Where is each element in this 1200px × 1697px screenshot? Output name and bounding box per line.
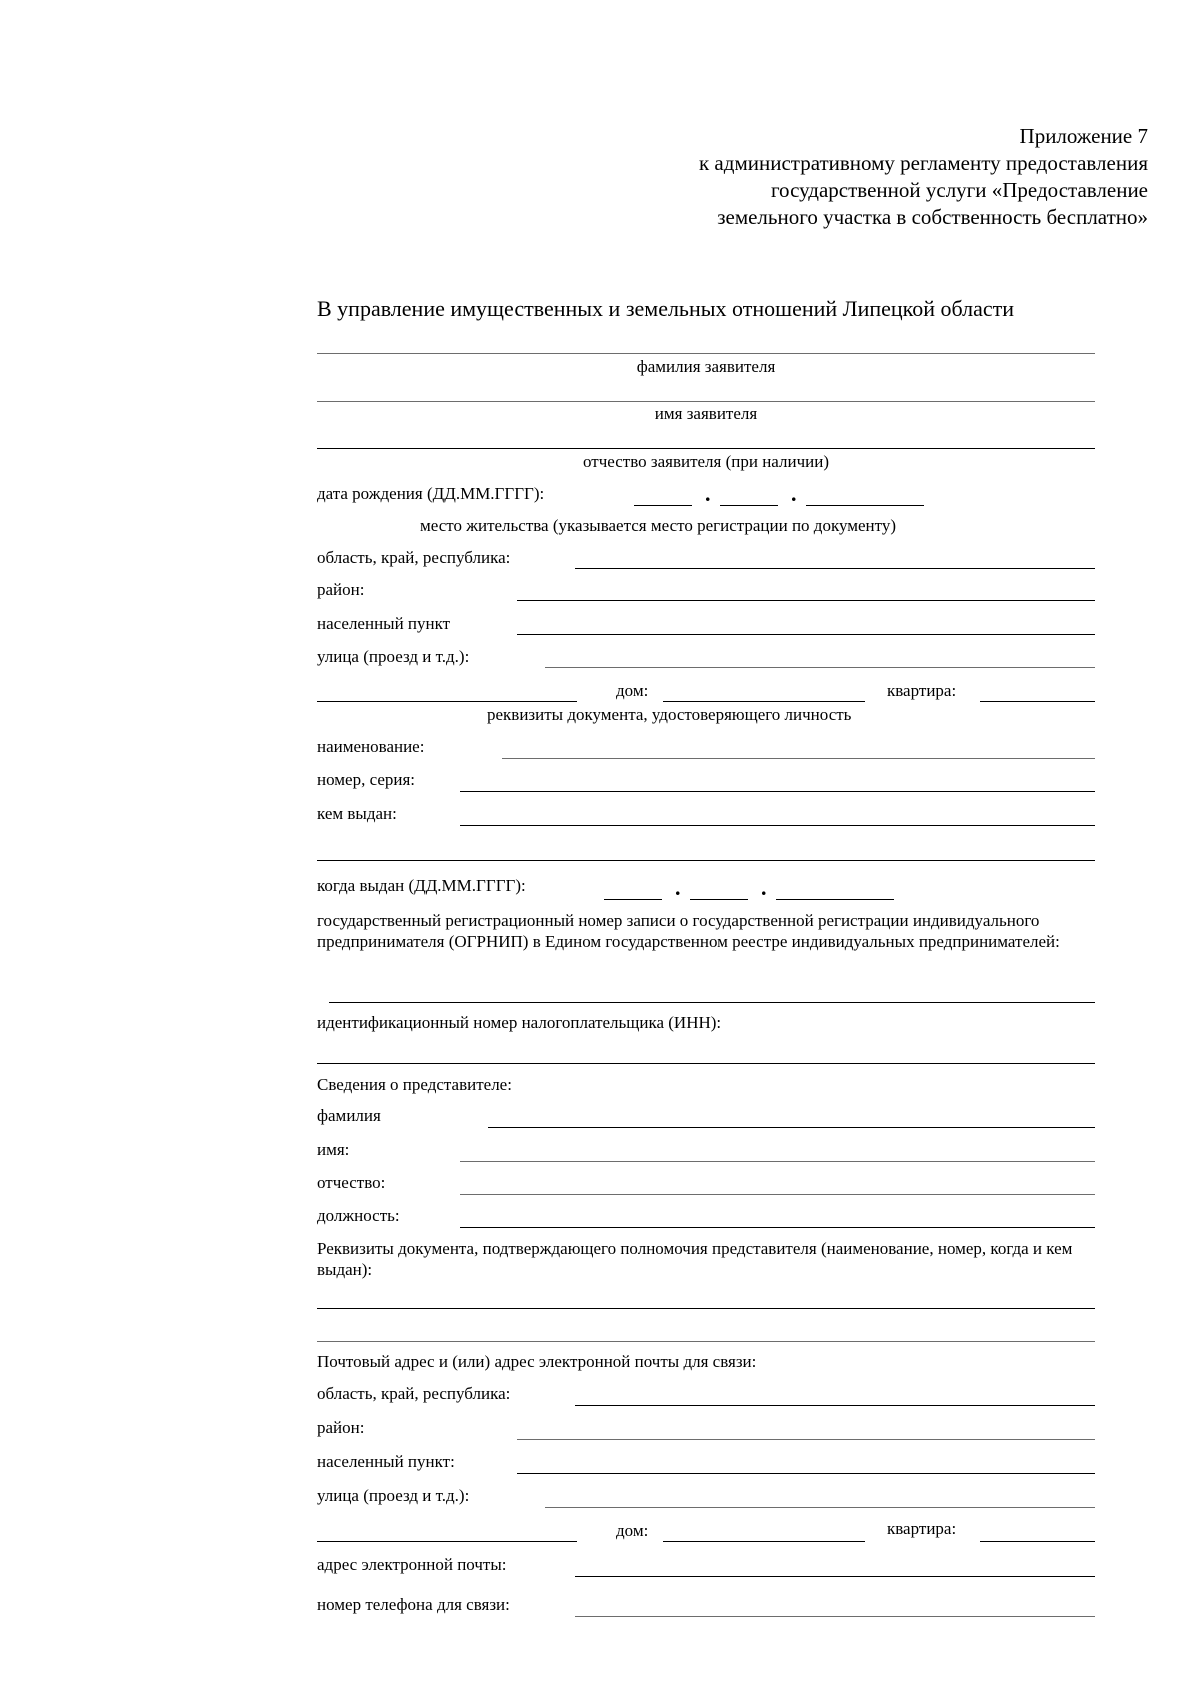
residence-title: место жительства (указывается место регистрации по документу) bbox=[420, 516, 897, 535]
street-input-line[interactable] bbox=[545, 667, 1095, 668]
patronymic-input-line[interactable] bbox=[317, 448, 1095, 449]
phone-input-line[interactable] bbox=[575, 1616, 1095, 1617]
birth-day-field[interactable] bbox=[634, 505, 692, 506]
street-label: улица (проезд и т.д.): bbox=[317, 647, 470, 666]
doc-name-label: наименование: bbox=[317, 737, 425, 756]
settlement-label: населенный пункт bbox=[317, 614, 451, 633]
postal-apartment-label: квартира: bbox=[887, 1519, 957, 1538]
inn-label: идентификационный номер налогоплательщика (ИНН): bbox=[317, 1013, 722, 1032]
rep-surname-input-line[interactable] bbox=[488, 1127, 1095, 1128]
doc-name-input-line[interactable] bbox=[502, 758, 1095, 759]
phone-label: номер телефона для связи: bbox=[317, 1595, 510, 1614]
birth-year-field[interactable] bbox=[806, 505, 924, 506]
postal-region-label: область, край, республика: bbox=[317, 1384, 511, 1403]
rep-patronymic-input-line[interactable] bbox=[460, 1194, 1095, 1195]
region-label: область, край, республика: bbox=[317, 548, 511, 567]
header-line: земельного участка в собственность бесплатно» bbox=[717, 205, 1148, 229]
surname-caption: фамилия заявителя bbox=[636, 357, 776, 376]
email-label: адрес электронной почты: bbox=[317, 1555, 507, 1574]
birth-month-field[interactable] bbox=[720, 505, 778, 506]
rep-name-input-line[interactable] bbox=[460, 1161, 1095, 1162]
postal-title: Почтовый адрес и (или) адрес электронной почты для связи: bbox=[317, 1352, 757, 1371]
doc-issued-by-label: кем выдан: bbox=[317, 804, 397, 823]
rep-authority-doc-input-line-2[interactable] bbox=[317, 1341, 1095, 1342]
name-caption: имя заявителя bbox=[654, 404, 758, 423]
district-input-line[interactable] bbox=[517, 600, 1095, 601]
postal-region-input-line[interactable] bbox=[575, 1405, 1095, 1406]
rep-name-label: имя: bbox=[317, 1140, 350, 1159]
date-separator: . bbox=[791, 481, 797, 506]
apartment-label: квартира: bbox=[887, 681, 957, 700]
date-separator: . bbox=[761, 875, 767, 900]
header-line: государственной услуги «Предоставление bbox=[770, 178, 1148, 202]
issued-month-field[interactable] bbox=[690, 899, 748, 900]
postal-district-label: район: bbox=[317, 1418, 365, 1437]
rep-surname-label: фамилия bbox=[317, 1106, 381, 1125]
header-line: к административному регламенту предоставления bbox=[698, 151, 1148, 175]
representative-title: Сведения о представителе: bbox=[317, 1075, 512, 1094]
appendix-header bbox=[699, 123, 1148, 231]
postal-street-continuation-line[interactable] bbox=[317, 1541, 577, 1542]
postal-district-input-line[interactable] bbox=[517, 1439, 1095, 1440]
house-input-line[interactable] bbox=[663, 701, 865, 702]
postal-settlement-input-line[interactable] bbox=[517, 1473, 1095, 1474]
birth-date-label: дата рождения (ДД.ММ.ГГГГ): bbox=[317, 484, 545, 503]
postal-apartment-input-line[interactable] bbox=[980, 1541, 1095, 1542]
postal-settlement-label: населенный пункт: bbox=[317, 1452, 455, 1471]
name-input-line[interactable] bbox=[317, 401, 1095, 402]
doc-issued-date-label: когда выдан (ДД.ММ.ГГГГ): bbox=[317, 876, 526, 895]
doc-number-input-line[interactable] bbox=[460, 791, 1095, 792]
rep-authority-doc-input-line[interactable] bbox=[317, 1308, 1095, 1309]
house-label: дом: bbox=[616, 681, 649, 700]
rep-position-input-line[interactable] bbox=[460, 1227, 1095, 1228]
doc-issued-by-input-line[interactable] bbox=[460, 825, 1095, 826]
patronymic-caption: отчество заявителя (при наличии) bbox=[583, 452, 829, 471]
doc-issued-by-input-line-2[interactable] bbox=[317, 860, 1095, 861]
date-separator: . bbox=[675, 875, 681, 900]
apartment-input-line[interactable] bbox=[980, 701, 1095, 702]
postal-house-label: дом: bbox=[616, 1521, 649, 1540]
email-input-line[interactable] bbox=[575, 1576, 1095, 1577]
header-line: Приложение 7 bbox=[1019, 124, 1148, 148]
date-separator: . bbox=[705, 481, 711, 506]
identity-doc-title: реквизиты документа, удостоверяющего личность bbox=[487, 705, 852, 724]
ogrnip-text: государственный регистрационный номер записи о государственной регистрации индивидуального предпринимателя (ОГРНИП) в Едином государственном реестре индивидуальных предпринимателей: bbox=[317, 911, 1060, 951]
rep-patronymic-label: отчество: bbox=[317, 1173, 386, 1192]
street-continuation-line[interactable] bbox=[317, 701, 577, 702]
region-input-line[interactable] bbox=[575, 568, 1095, 569]
issued-year-field[interactable] bbox=[776, 899, 894, 900]
postal-street-label: улица (проезд и т.д.): bbox=[317, 1486, 470, 1505]
inn-input-line[interactable] bbox=[317, 1063, 1095, 1064]
addressee: В управление имущественных и земельных отношений Липецкой области bbox=[317, 296, 1015, 321]
rep-authority-doc-text: Реквизиты документа, подтверждающего полномочия представителя (наименование, номер, когда и кем выдан): bbox=[317, 1239, 1073, 1279]
settlement-input-line[interactable] bbox=[517, 634, 1095, 635]
district-label: район: bbox=[317, 580, 365, 599]
postal-house-input-line[interactable] bbox=[663, 1541, 865, 1542]
issued-day-field[interactable] bbox=[604, 899, 662, 900]
postal-street-input-line[interactable] bbox=[545, 1507, 1095, 1508]
surname-input-line[interactable] bbox=[317, 353, 1095, 354]
rep-position-label: должность: bbox=[317, 1206, 400, 1225]
doc-number-label: номер, серия: bbox=[317, 770, 416, 789]
ogrnip-input-line[interactable] bbox=[329, 1002, 1095, 1003]
